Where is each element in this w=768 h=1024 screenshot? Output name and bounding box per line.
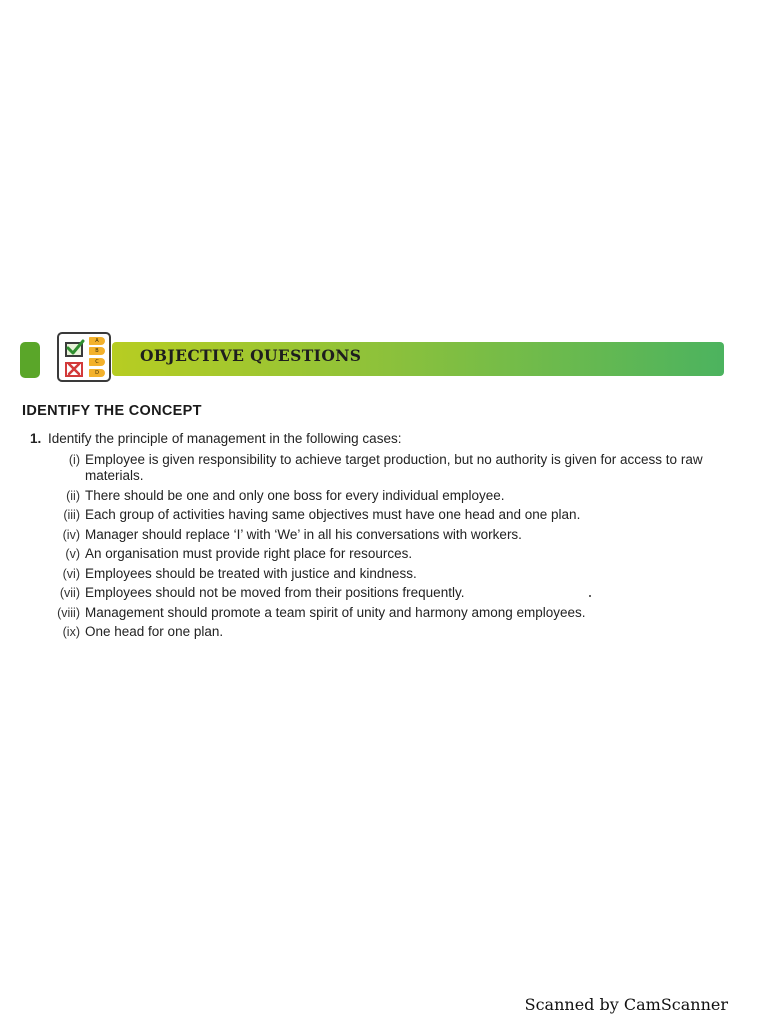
list-item bbox=[40, 507, 740, 523]
item-text: Employees should not be moved from their positions frequently. bbox=[85, 585, 465, 600]
item-label: (vi) bbox=[62, 566, 80, 581]
section-heading: IDENTIFY THE CONCEPT bbox=[22, 403, 202, 419]
scan-speck bbox=[589, 595, 591, 597]
item-text: Employee is given responsibility to achieve target production, but no authority is given for access to raw materials. bbox=[85, 452, 703, 483]
option-tag-a: A bbox=[89, 337, 105, 345]
item-label: (viii) bbox=[57, 605, 80, 620]
objective-questions-banner bbox=[20, 330, 726, 382]
item-text: An organisation must provide right place for resources. bbox=[85, 546, 413, 561]
list-item bbox=[40, 546, 740, 562]
item-label: (ii) bbox=[66, 488, 80, 503]
item-text: Manager should replace ‘I’ with ‘We’ in all his conversations with workers. bbox=[85, 526, 522, 542]
item-text: One head for one plan. bbox=[85, 624, 224, 639]
item-label: (ix) bbox=[62, 625, 80, 639]
question-prompt bbox=[30, 431, 401, 446]
item-label: (iv) bbox=[62, 527, 80, 542]
item-label: (vii) bbox=[59, 586, 80, 600]
banner-left-tab bbox=[20, 342, 40, 378]
item-text: Each group of activities having same objectives must have one head and one plan. bbox=[85, 507, 581, 522]
list-item bbox=[40, 452, 740, 484]
item-label: (v) bbox=[65, 547, 80, 561]
banner-title: OBJECTIVE QUESTIONS bbox=[140, 346, 362, 365]
option-tag-c: C bbox=[89, 358, 105, 366]
cross-icon bbox=[65, 362, 83, 377]
item-label: (i) bbox=[68, 453, 80, 467]
list-item bbox=[40, 566, 740, 582]
question-number: 1. bbox=[30, 431, 42, 446]
list-item bbox=[40, 585, 740, 601]
camscanner-watermark: Scanned by CamScanner bbox=[524, 995, 728, 1014]
quiz-checklist-icon bbox=[57, 332, 111, 382]
list-item bbox=[40, 605, 740, 621]
question-text: Identify the principle of management in the following cases: bbox=[48, 431, 402, 446]
item-text: Management should promote a team spirit of unity and harmony among employees. bbox=[85, 604, 586, 620]
option-tag-b: B bbox=[89, 347, 105, 355]
item-text: Employees should be treated with justice and kindness. bbox=[85, 565, 417, 581]
option-tag-d: D bbox=[89, 369, 105, 377]
list-item bbox=[40, 488, 740, 504]
question-items-list bbox=[40, 452, 740, 644]
list-item bbox=[40, 624, 740, 640]
checkmark-icon bbox=[65, 342, 83, 357]
item-text: There should be one and only one boss for every individual employee. bbox=[85, 487, 505, 503]
item-label: (iii) bbox=[63, 508, 80, 522]
list-item bbox=[40, 527, 740, 543]
